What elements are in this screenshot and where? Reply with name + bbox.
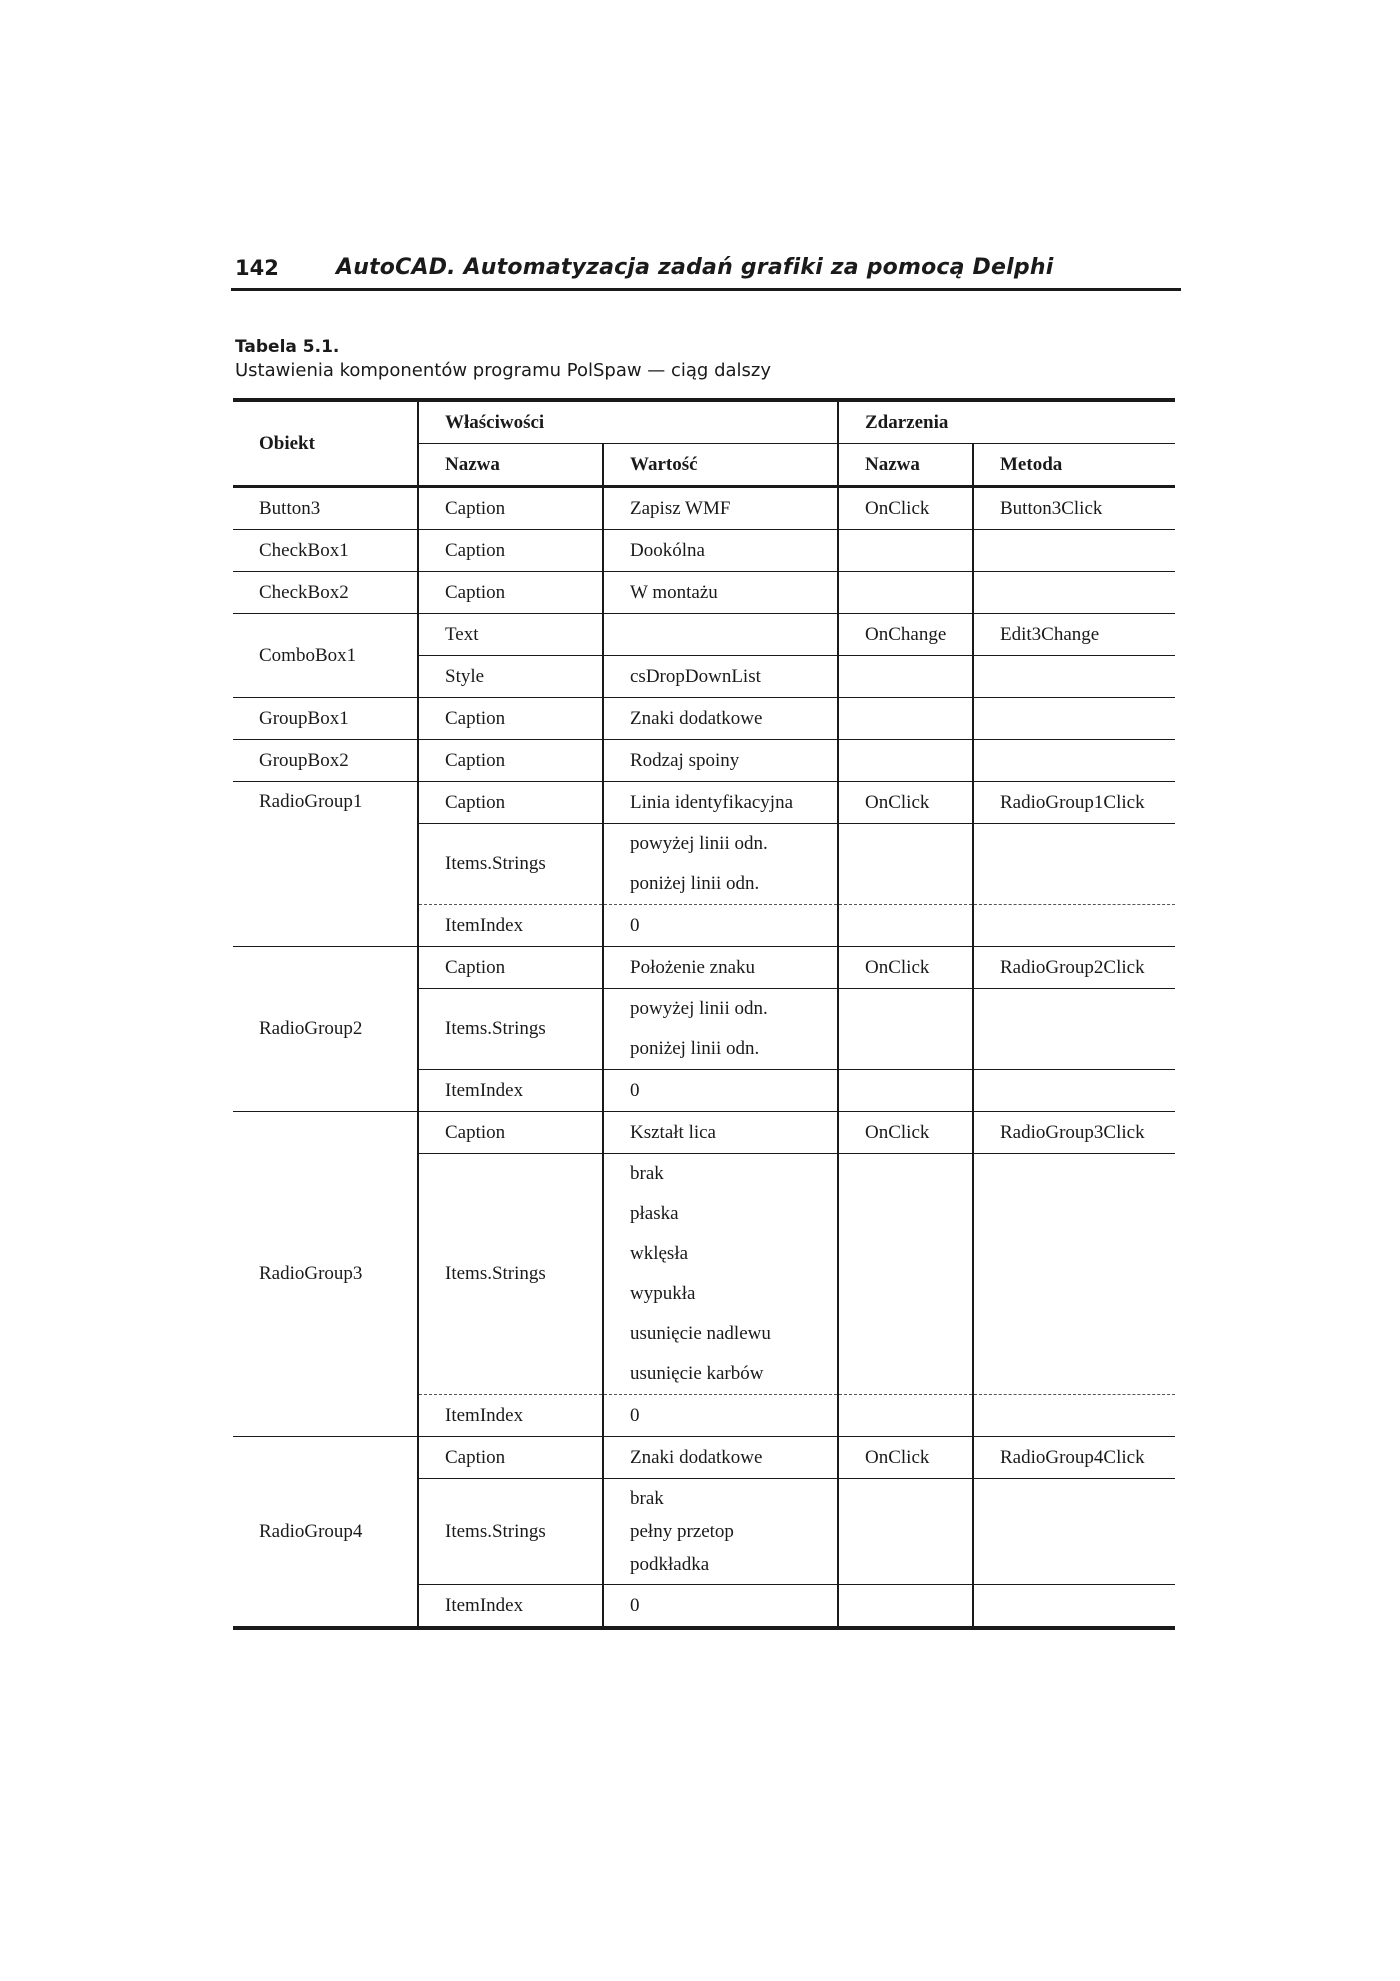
cell-property: Caption [418,1112,603,1154]
cell-object: RadioGroup1 [233,782,418,947]
table-row [233,487,1175,530]
cell-method [973,1395,1175,1437]
cell-method [973,698,1175,740]
table-row [233,572,1175,614]
list-item: usunięcie nadlewu [630,1323,771,1344]
cell-event [838,656,973,698]
settings-table [233,398,1175,1630]
header-obiekt: Obiekt [259,432,315,454]
cell-event [838,1585,973,1629]
cell-property: Items.Strings [418,824,603,905]
cell-event [838,989,973,1070]
cell-method [973,656,1175,698]
cell-method: RadioGroup1Click [973,782,1175,824]
page-number: 142 [235,256,279,280]
cell-object: CheckBox2 [233,572,418,614]
table-row [233,740,1175,782]
cell-property: ItemIndex [418,1585,603,1629]
cell-value-list [603,1154,838,1395]
cell-value: Kształt lica [603,1112,838,1154]
cell-event [838,530,973,572]
cell-method: RadioGroup2Click [973,947,1175,989]
cell-event [838,1395,973,1437]
cell-method [973,1154,1175,1395]
cell-value [603,614,838,656]
list-item: poniżej linii odn. [630,1038,760,1059]
cell-event: OnClick [838,1112,973,1154]
cell-event [838,1154,973,1395]
cell-event [838,1070,973,1112]
cell-method [973,824,1175,905]
cell-event [838,572,973,614]
table-row [233,698,1175,740]
cell-object: Button3 [233,487,418,530]
list-item: powyżej linii odn. [630,833,768,854]
cell-object: ComboBox1 [233,614,418,698]
cell-object: RadioGroup4 [233,1437,418,1629]
cell-value: Znaki dodatkowe [603,698,838,740]
cell-value-list [603,989,838,1070]
cell-value-list [603,824,838,905]
cell-event: OnChange [838,614,973,656]
cell-property: ItemIndex [418,1395,603,1437]
cell-object: CheckBox1 [233,530,418,572]
cell-object: RadioGroup3 [233,1112,418,1437]
list-item: brak [630,1163,664,1184]
cell-value: 0 [603,905,838,947]
header-wlasciwosci: Właściwości [418,400,838,444]
cell-method [973,572,1175,614]
list-item: powyżej linii odn. [630,998,768,1019]
list-item: podkładka [630,1554,710,1575]
cell-event: OnClick [838,1437,973,1479]
cell-property: Caption [418,572,603,614]
cell-event: OnClick [838,947,973,989]
table-row [233,1112,1175,1154]
cell-property: Text [418,614,603,656]
table-caption-text: Ustawienia komponentów programu PolSpaw — ciąg dalszy [235,360,772,381]
cell-event [838,1479,973,1585]
cell-property: Caption [418,487,603,530]
table-caption-label: Tabela 5.1. [235,337,340,357]
header-wartosc: Wartość [603,444,838,487]
cell-method [973,1479,1175,1585]
cell-property: Items.Strings [418,1479,603,1585]
cell-method: Button3Click [973,487,1175,530]
cell-value: 0 [603,1585,838,1629]
running-header [231,254,1181,291]
header-nazwa-event: Nazwa [838,444,973,487]
list-item: poniżej linii odn. [630,873,760,894]
cell-object: GroupBox1 [233,698,418,740]
table-row [233,947,1175,989]
cell-method [973,905,1175,947]
cell-value: Położenie znaku [603,947,838,989]
cell-value: Linia identyfikacyjna [603,782,838,824]
cell-event [838,824,973,905]
cell-method: Edit3Change [973,614,1175,656]
cell-property: Items.Strings [418,989,603,1070]
cell-value: Znaki dodatkowe [603,1437,838,1479]
cell-property: Caption [418,1437,603,1479]
cell-event: OnClick [838,782,973,824]
cell-property: Items.Strings [418,1154,603,1395]
table-row [233,530,1175,572]
cell-method [973,530,1175,572]
cell-event [838,905,973,947]
list-item: płaska [630,1203,679,1224]
cell-property: Caption [418,947,603,989]
cell-property: Caption [418,698,603,740]
cell-event [838,740,973,782]
cell-property: Style [418,656,603,698]
cell-method [973,1070,1175,1112]
cell-value-list [603,1479,838,1585]
list-item: pełny przetop [630,1521,734,1542]
cell-property: Caption [418,782,603,824]
cell-value: 0 [603,1070,838,1112]
cell-property: Caption [418,740,603,782]
cell-method: RadioGroup3Click [973,1112,1175,1154]
table-row [233,782,1175,824]
cell-method [973,1585,1175,1629]
cell-value: csDropDownList [603,656,838,698]
cell-object: GroupBox2 [233,740,418,782]
list-item: wypukła [630,1283,696,1304]
cell-value: W montażu [603,572,838,614]
cell-method [973,989,1175,1070]
book-title: AutoCAD. Automatyzacja zadań grafiki za pomocą Delphi [336,255,1054,280]
cell-value: Rodzaj spoiny [603,740,838,782]
header-metoda: Metoda [973,444,1175,487]
cell-value: 0 [603,1395,838,1437]
cell-value: Dookólna [603,530,838,572]
cell-method [973,740,1175,782]
cell-property: ItemIndex [418,905,603,947]
cell-value: Zapisz WMF [603,487,838,530]
cell-event [838,698,973,740]
list-item: brak [630,1488,664,1509]
list-item: wklęsła [630,1243,689,1264]
header-nazwa-property: Nazwa [418,444,603,487]
table-row [233,1437,1175,1479]
cell-event: OnClick [838,487,973,530]
table-row [233,614,1175,656]
list-item: usunięcie karbów [630,1363,764,1384]
cell-property: Caption [418,530,603,572]
header-zdarzenia: Zdarzenia [838,400,1175,444]
cell-method: RadioGroup4Click [973,1437,1175,1479]
cell-property: ItemIndex [418,1070,603,1112]
cell-object: RadioGroup2 [233,947,418,1112]
